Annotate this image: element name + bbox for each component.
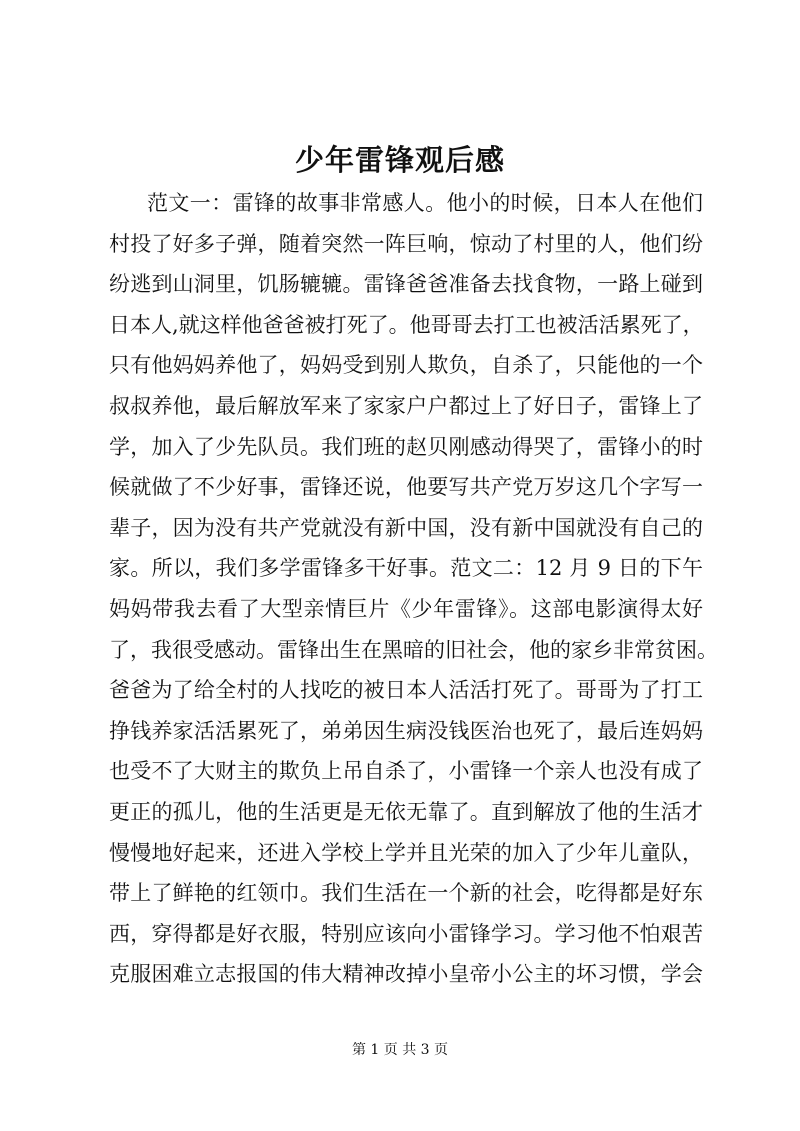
text-line: 也受不了大财主的欺负上吊自杀了，小雷锋一个亲人也没有成了	[109, 759, 703, 784]
text-line: 纷逃到山洞里，饥肠辘辘。雷锋爸爸准备去找食物，一路上碰到	[109, 272, 703, 297]
text-line: 慢慢地好起来，还进入学校上学并且光荣的加入了少年儿童队，	[109, 840, 703, 865]
text-line: 村投了好多子弹，随着突然一阵巨响，惊动了村里的人，他们纷	[109, 231, 703, 256]
text-line: 更正的孤儿，他的生活更是无依无靠了。直到解放了他的生活才	[109, 799, 703, 824]
text-line: 西，穿得都是好衣服，特别应该向小雷锋学习。学习他不怕艰苦	[109, 921, 703, 946]
text-line: 克服困难立志报国的伟大精神改掉小皇帝小公主的坏习惯，学会	[109, 962, 703, 987]
text-line: 学，加入了少先队员。我们班的赵贝刚感动得哭了，雷锋小的时	[109, 434, 703, 459]
text-line: 候就做了不少好事，雷锋还说，他要写共产党万岁这几个字写一	[109, 475, 703, 500]
page-footer: 第 1 页 共 3 页	[351, 1042, 449, 1058]
document-title: 少年雷锋观后感	[294, 143, 505, 177]
text-line: 范文一：雷锋的故事非常感人。他小的时候，日本人在他们	[147, 191, 703, 215]
text-line: 了，我很受感动。雷锋出生在黑暗的旧社会，他的家乡非常贫困。	[109, 637, 718, 662]
text-line: 带上了鲜艳的红领巾。我们生活在一个新的社会，吃得都是好东	[109, 881, 703, 906]
text-line: 挣钱养家活活累死了，弟弟因生病没钱医治也死了，最后连妈妈	[109, 718, 703, 743]
text-line: 日本人,就这样他爸爸被打死了。他哥哥去打工也被活活累死了，	[109, 312, 704, 337]
text-line: 辈子，因为没有共产党就没有新中国，没有新中国就没有自己的	[109, 515, 703, 540]
text-line: 只有他妈妈养他了，妈妈受到别人欺负，自杀了，只能他的一个	[109, 353, 703, 378]
text-line: 爸爸为了给全村的人找吃的被日本人活活打死了。哥哥为了打工	[109, 678, 703, 703]
text-line: 妈妈带我去看了大型亲情巨片《少年雷锋》。这部电影演得太好	[109, 596, 703, 621]
text-line: 家。所以，我们多学雷锋多干好事。范文二：12 月 9 日的下午	[109, 556, 703, 581]
document-body	[109, 183, 718, 995]
text-line: 叔叔养他，最后解放军来了家家户户都过上了好日子，雷锋上了	[109, 393, 703, 418]
